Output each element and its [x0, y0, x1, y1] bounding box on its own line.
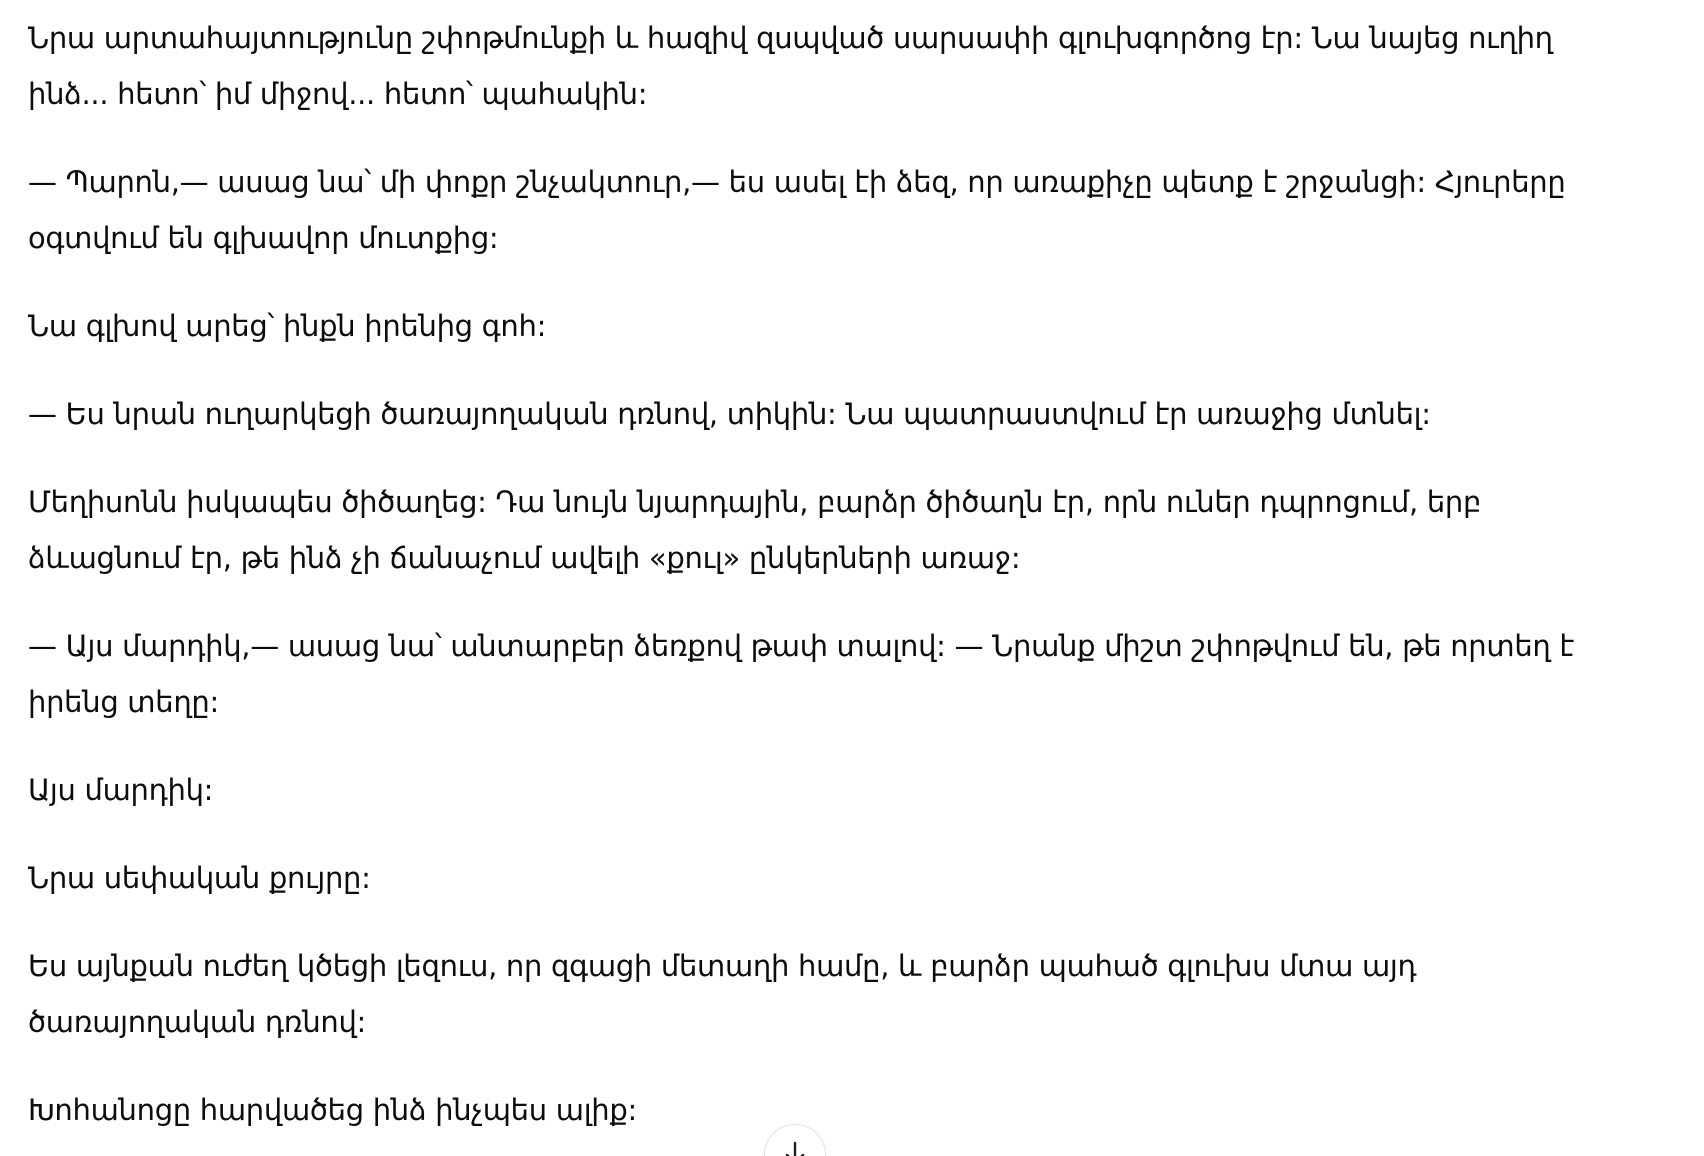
paragraph: Մեղիսոնն իսկապես ծիծաղեց: Դա նույն նյարդային, բարձր ծիծաղն էր, որն ուներ դպրոցում, երբ ձևացնում էր, թե ինձ չի ճանաչում ավելի «քուլ» ընկերների առաջ: — [28, 485, 1482, 575]
paragraph: Այս մարդիկ: — [28, 773, 214, 807]
paragraph: Ես այնքան ուժեղ կծեցի լեզուս, որ զգացի մետաղի համը, և բարձր պահած գլուխս մտա այդ ծառայողական դռնով: — [28, 949, 1417, 1039]
paragraph: Խոհանոցը հարվածեց ինձ ինչպես ալիք: — [28, 1093, 637, 1127]
article-body — [28, 10, 1604, 1138]
arrow-down-icon — [784, 1141, 806, 1156]
paragraph: — Այս մարդիկ,— ասաց նա՝ անտարբեր ձեռքով թափ տալով: — Նրանք միշտ շփոթվում են, թե որտեղ է իրենց տեղը: — [28, 629, 1575, 719]
paragraph: Նրա սեփական քույրը: — [28, 861, 371, 895]
paragraph: Նրա արտահայտությունը շփոթմունքի և հազիվ զսպված սարսափի գլուխգործոց էր: Նա նայեց ուղիղ ինձ... հետո՝ իմ միջով... հետո՝ պահակին: — [28, 21, 1553, 111]
paragraph: — Ես նրան ուղարկեցի ծառայողական դռնով, տիկին: Նա պատրաստվում էր առաջից մտնել: — [28, 397, 1431, 431]
paragraph: Նա գլխով արեց՝ ինքն իրենից գոհ: — [28, 309, 547, 343]
paragraph: — Պարոն,— ասաց նա՝ մի փոքր շնչակտուր,— ես ասել էի ձեզ, որ առաքիչը պետք է շրջանցի: Հյուրերը օգտվում են գլխավոր մուտքից: — [28, 165, 1566, 255]
